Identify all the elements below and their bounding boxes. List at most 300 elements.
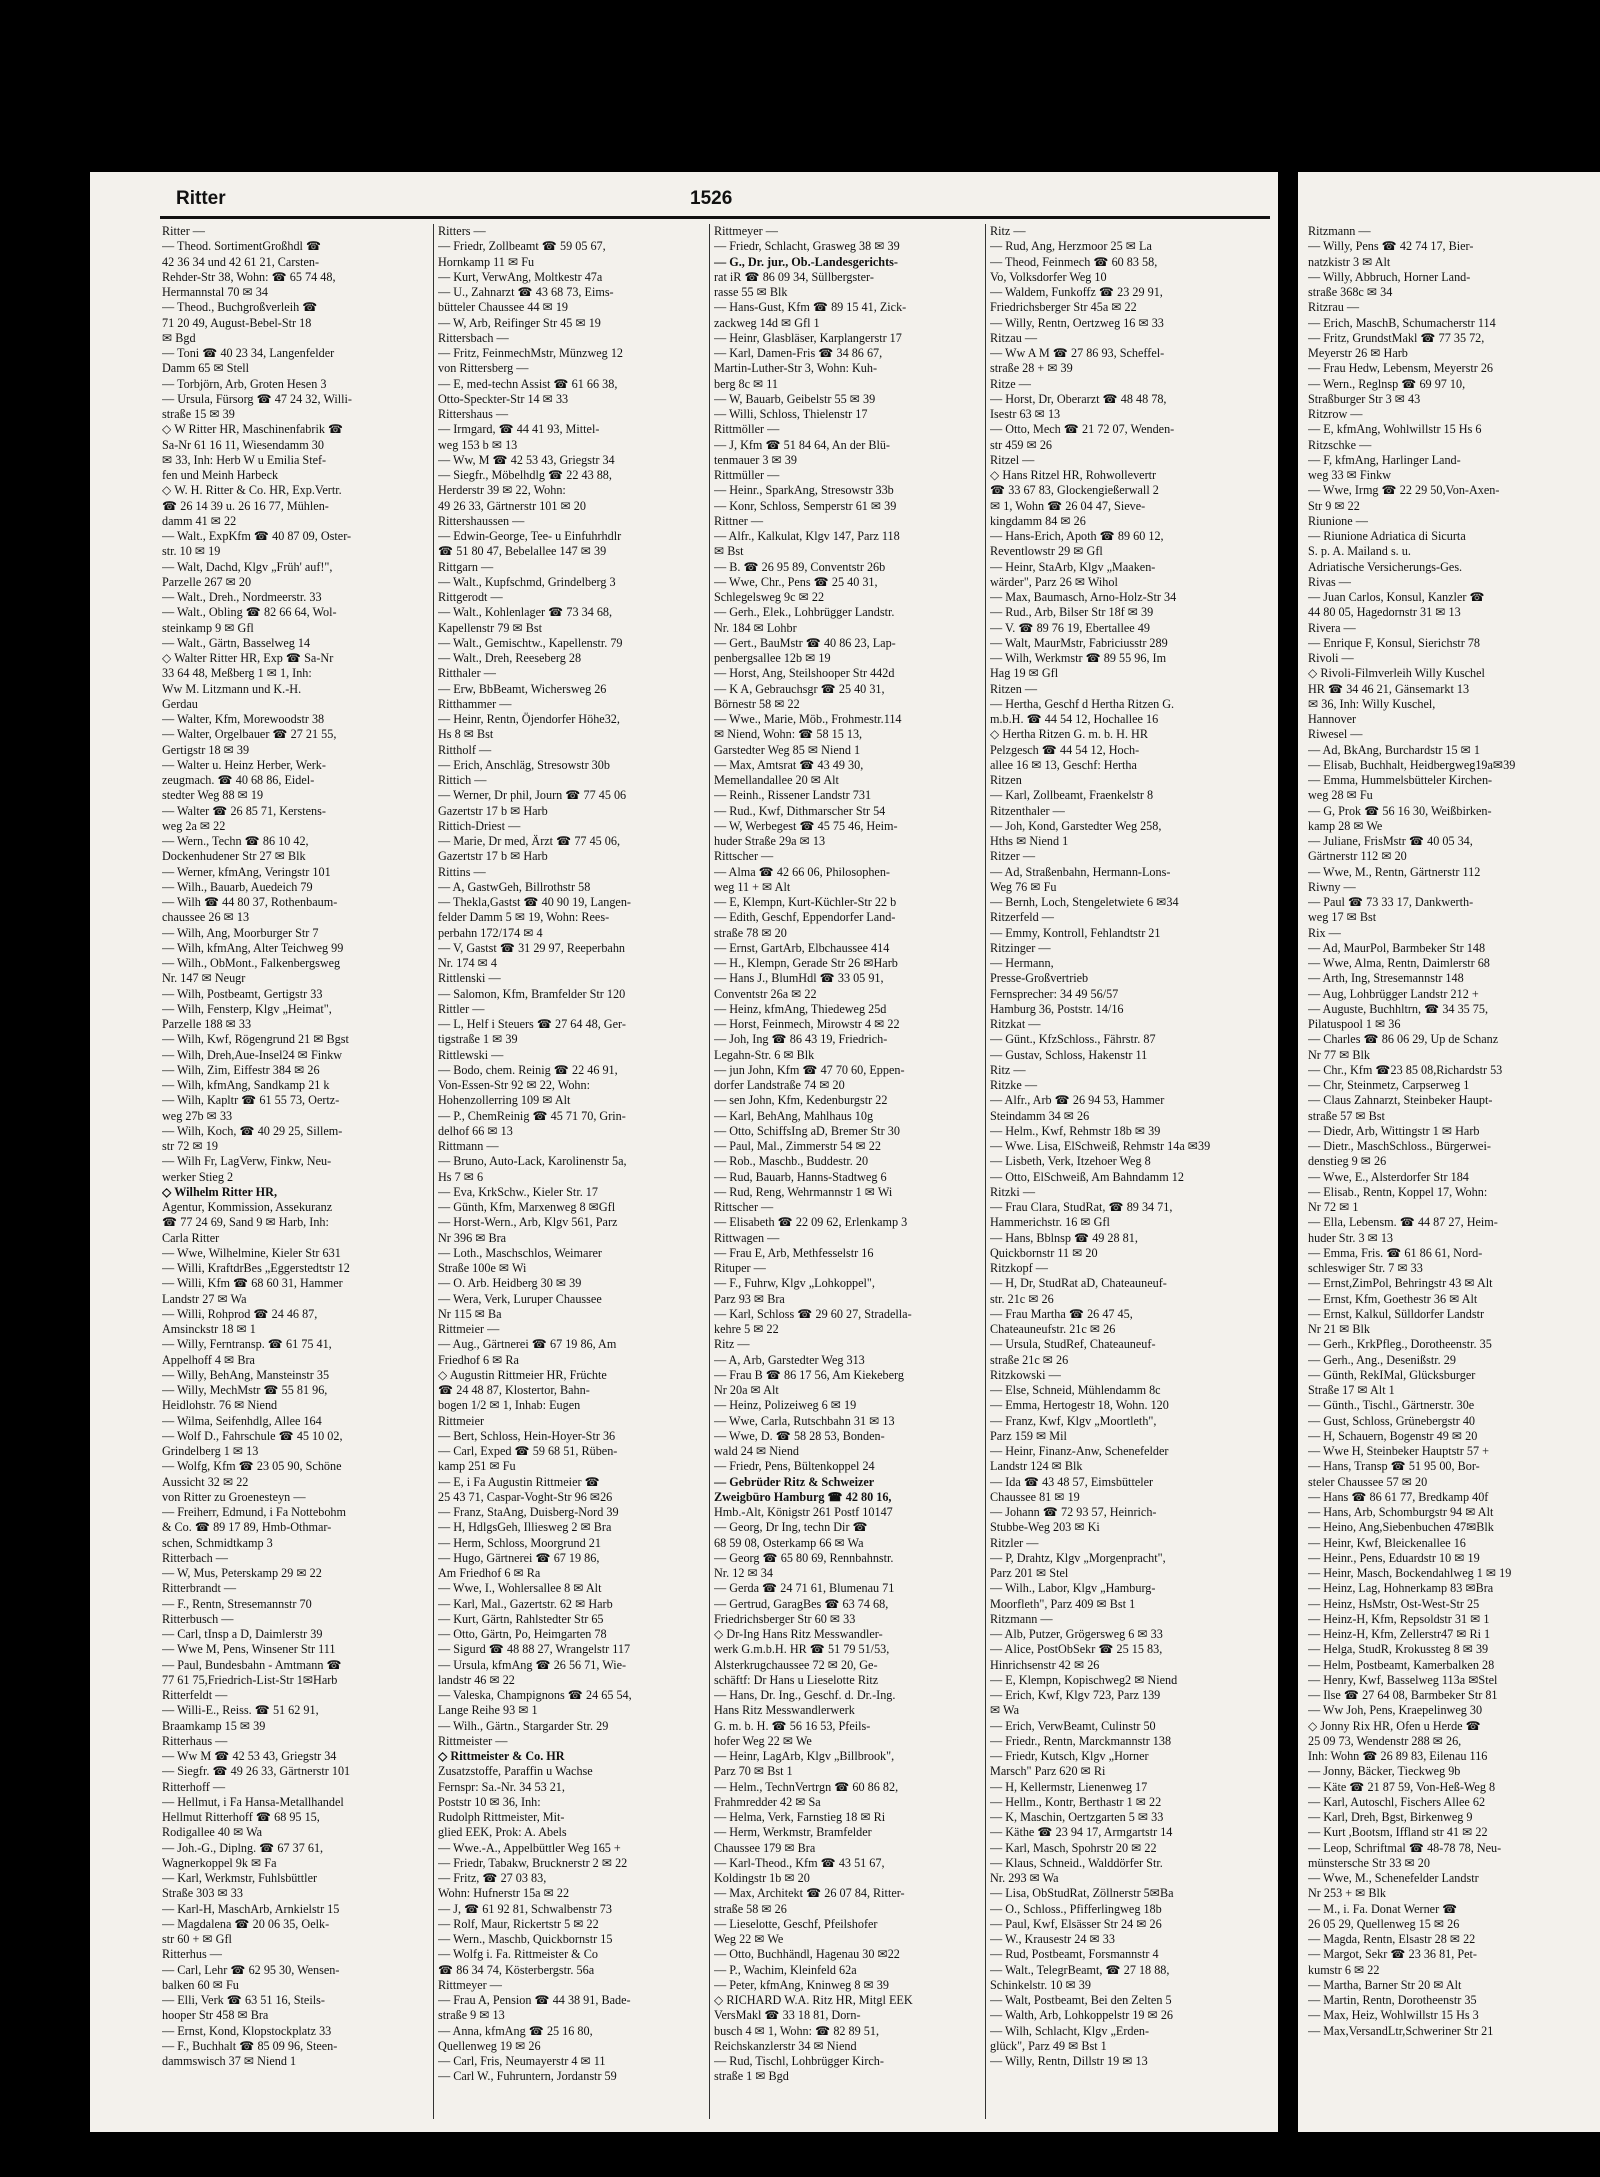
directory-entry-line: — Wern., Reglnsp ☎ 69 97 10, <box>1308 376 1466 391</box>
directory-entry-line: — Jonny, Bäcker, Tieckweg 9b <box>1308 1764 1461 1779</box>
directory-entry-line: — Fritz, ☎ 27 03 83, <box>438 1871 547 1885</box>
directory-entry-line: — Rud, Reng, Wehrmannstr 1 ✉ Wi <box>714 1184 893 1199</box>
directory-entry-line: — Gerh., Ang., Desenißstr. 29 <box>1308 1352 1456 1367</box>
directory-entry-line: — Franz, StaAng, Duisberg-Nord 39 <box>438 1505 619 1519</box>
directory-entry-line: Garstedter Weg 85 ✉ Niend 1 <box>714 742 861 757</box>
directory-entry-line: — Martin, Rentn, Dorotheenstr 35 <box>1308 1993 1477 2007</box>
directory-entry-line: ◇ Augustin Rittmeier HR, Früchte <box>438 1367 607 1382</box>
directory-entry-line: ◇ Hans Ritzel HR, Rohwollevertr <box>990 468 1157 482</box>
directory-entry-line: Rix — <box>1308 925 1341 940</box>
directory-entry-line: — Ursula, StudRef, Chateauneuf- <box>990 1337 1156 1352</box>
directory-entry-line: — Willy, Rentn, Dillstr 19 ✉ 13 <box>990 2054 1148 2068</box>
directory-entry-line: — Heinz-H, Kfm, Zellerstr47 ✉ Ri 1 <box>1308 1627 1491 1641</box>
directory-entry-line: Ritterhaus — <box>162 1733 228 1748</box>
directory-entry-line: Nr. 147 ✉ Neugr <box>162 971 246 986</box>
directory-entry-line: — Lieselotte, Geschf, Pfeilshofer <box>714 1916 878 1931</box>
directory-entry-line: Adriatische Versicherungs-Ges. <box>1308 559 1463 574</box>
directory-entry-line: schen, Schmidtkamp 3 <box>162 1535 273 1550</box>
next-page-column <box>1308 224 1588 2039</box>
directory-entry-line: Gärtnerstr 112 ✉ 20 <box>1308 849 1407 864</box>
directory-entry-line: ☎ 51 80 47, Bebelallee 147 ✉ 39 <box>438 544 607 559</box>
directory-entry-line: Damm 65 ✉ Stell <box>162 361 250 376</box>
directory-entry-line: — Wwe, Alma, Rentn, Daimlerstr 68 <box>1308 956 1490 970</box>
directory-entry-line: straße 15 ✉ 39 <box>162 407 235 421</box>
directory-entry-line: Appelhoff 4 ✉ Bra <box>162 1352 255 1367</box>
directory-entry-line: Legahn-Str. 6 ✉ Blk <box>714 1047 815 1062</box>
directory-entry-line: — Gertrud, GaragBes ☎ 63 74 68, <box>714 1596 889 1611</box>
directory-entry-line: — Günth., Tischl., Gärtnerstr. 30e <box>1308 1398 1475 1413</box>
directory-entry-line: — Aug., Gärtnerei ☎ 67 19 86, Am <box>438 1337 617 1352</box>
directory-entry-line: zackweg 14d ✉ Gfl 1 <box>714 315 820 330</box>
directory-entry-line: — Wwe. Lisa, ElSchweiß, Rehmstr 14a ✉39 <box>990 1139 1211 1153</box>
directory-entry-line: 33 64 48, Meßberg 1 ✉ 1, Inh: <box>162 666 312 681</box>
directory-entry-line: — Heinr, LagArb, Klgv „Billbrook", <box>714 1749 895 1763</box>
directory-entry-line: Chateauneufstr. 21c ✉ 26 <box>990 1322 1116 1336</box>
directory-entry-line: Nr 253 + ✉ Blk <box>1308 1886 1387 1901</box>
directory-entry-line: Am Friedhof 6 ✉ Ra <box>438 1566 541 1580</box>
directory-entry-line: Rittner — <box>714 513 764 528</box>
directory-entry-line: — Wern., Techn ☎ 86 10 42, <box>162 834 309 848</box>
directory-entry-line: — Horst, Feinmech, Mirowstr 4 ✉ 22 <box>714 1017 900 1031</box>
directory-entry-line: — Walt., Dreh., Nordmeerstr. 33 <box>162 590 322 604</box>
directory-entry-line: — Wern., Maschb, Quickbornstr 15 <box>438 1932 613 1946</box>
directory-entry-line: — Walt., Obling ☎ 82 66 64, Wol- <box>162 605 337 620</box>
directory-entry-line: — Aug, Lohbrügger Landstr 212 + <box>1308 986 1479 1001</box>
directory-entry-line: — Ernst, Kfm, Goethestr 36 ✉ Alt <box>1308 1291 1478 1306</box>
directory-entry-line: — H, Dr, StudRat aD, Chateauneuf- <box>990 1276 1167 1291</box>
directory-entry-line: — M., i. Fa. Donat Werner ☎ <box>1308 1901 1458 1916</box>
directory-entry-line: Ritzmann — <box>1308 224 1371 238</box>
directory-entry-line: ◇ Rittmeister & Co. HR <box>438 1749 565 1763</box>
directory-entry-line: ◇ Jonny Rix HR, Ofen u Herde ☎ <box>1308 1718 1481 1733</box>
directory-entry-line: Weg 76 ✉ Fu <box>990 879 1057 894</box>
directory-entry-line: — Ww M ☎ 42 53 43, Griegstr 34 <box>162 1749 337 1763</box>
directory-entry-line: Ritze — <box>990 376 1031 391</box>
directory-entry-line: schäftf: Dr Hans u Lieselotte Ritz <box>714 1672 879 1687</box>
directory-entry-line: — Bert, Schloss, Hein-Hoyer-Str 36 <box>438 1428 616 1443</box>
directory-entry-line: Carla Ritter <box>162 1230 220 1245</box>
directory-entry-line: — Werner, kfmAng, Veringstr 101 <box>162 864 331 879</box>
directory-entry-line: Rittmöller — <box>714 422 780 437</box>
directory-entry-line: — Karl, Masch, Spohrstr 20 ✉ 22 <box>990 1840 1157 1855</box>
directory-entry-line: Dockenhudener Str 27 ✉ Blk <box>162 849 306 864</box>
directory-entry-line: — Henry, Kwf, Basselweg 113a ✉Stel <box>1308 1672 1498 1687</box>
directory-entry-line: — Herm, Werkmstr, Bramfelder <box>714 1825 872 1840</box>
directory-entry-line: hofer Weg 22 ✉ We <box>714 1733 812 1748</box>
directory-entry-line: — Gebrüder Ritz & Schweizer <box>714 1474 875 1489</box>
directory-entry-line: — H, Schauern, Bogenstr 49 ✉ 20 <box>1308 1428 1478 1443</box>
directory-entry-line: — Heinz, Polizeiweg 6 ✉ 19 <box>714 1398 857 1413</box>
directory-entry-line: Inh: Wohn ☎ 26 89 83, Eilenau 116 <box>1308 1749 1488 1763</box>
directory-entry-line: Rivoli — <box>1308 651 1354 665</box>
directory-entry-line: Hag 19 ✉ Gfl <box>990 666 1059 681</box>
directory-entry-line: straße 9 ✉ 13 <box>438 2008 505 2023</box>
directory-entry-line: — Friedr, Pens, Bültenkoppel 24 <box>714 1459 875 1474</box>
directory-entry-line: — Heinz, HsMstr, Ost-West-Str 25 <box>1308 1596 1480 1611</box>
directory-entry-line: — Edwin-George, Tee- u Einfuhrhdlr <box>438 529 622 543</box>
directory-entry-line: — Ad, BkAng, Burchardstr 15 ✉ 1 <box>1308 742 1481 757</box>
directory-entry-line: Parz 93 ✉ Bra <box>714 1291 785 1306</box>
directory-entry-line: — Heino, Ang,Siebenbuchen 47✉Blk <box>1308 1520 1494 1535</box>
directory-entry-line: — Johann ☎ 72 93 57, Heinrich- <box>990 1505 1157 1519</box>
directory-entry-line: — Walt., Gärtn, Basselweg 14 <box>162 635 311 650</box>
directory-entry-line: — Ursula, Fürsorg ☎ 47 24 32, Willi- <box>162 391 352 406</box>
directory-entry-line: — Erich, Anschläg, Stresowstr 30b <box>438 757 610 772</box>
directory-entry-line: — Rud, Bauarb, Hanns-Stadtweg 6 <box>714 1169 887 1184</box>
directory-entry-line: Rittersbach — <box>438 330 509 345</box>
directory-entry-line: Ritzerfeld — <box>990 910 1054 925</box>
directory-entry-line: str 459 ✉ 26 <box>990 437 1053 452</box>
directory-entry-line: — Heinr, StaArb, Klgv „Maaken- <box>990 559 1156 574</box>
directory-entry-line: ◇ Wilhelm Ritter HR, <box>162 1184 277 1199</box>
directory-entry-line: zeugmach. ☎ 40 68 86, Eidel- <box>162 773 315 787</box>
running-head: Ritter <box>176 188 226 209</box>
directory-entry-line: perbahn 172/174 ✉ 4 <box>438 925 543 940</box>
directory-entry-line: — F., Buchhalt ☎ 85 09 96, Steen- <box>162 2038 338 2053</box>
directory-entry-line: — K A, Gebrauchsgr ☎ 25 40 31, <box>714 681 885 696</box>
directory-entry-line: — Fritz, GrundstMakl ☎ 77 35 72, <box>1308 330 1485 345</box>
directory-entry-line: Fernspr: Sa.-Nr. 34 53 21, <box>438 1779 565 1794</box>
directory-entry-line: — Kurt ,Bootsm, Iffland str 41 ✉ 22 <box>1308 1825 1488 1840</box>
directory-entry-line: — Frau Martha ☎ 26 47 45, <box>990 1306 1133 1321</box>
directory-entry-line: — B. ☎ 26 95 89, Conventstr 26b <box>714 559 886 574</box>
directory-entry-line: — Frau Hedw, Lebensm, Meyerstr 26 <box>1308 361 1494 376</box>
directory-entry-line: — Ida ☎ 43 48 57, Eimsbütteler <box>990 1474 1154 1489</box>
directory-entry-line: kamp 251 ✉ Fu <box>438 1459 516 1474</box>
directory-entry-line: — Gerh., Elek., Lohbrügger Landstr. <box>714 605 895 620</box>
directory-entry-line: huder Str. 3 ✉ 13 <box>1308 1230 1394 1245</box>
directory-entry-line: — Max, Architekt ☎ 26 07 84, Ritter- <box>714 1886 905 1901</box>
directory-entry-line: Von-Essen-Str 92 ✉ 22, Wohn: <box>438 1078 590 1092</box>
directory-entry-line: — Sigurd ☎ 48 88 27, Wrangelstr 117 <box>438 1642 631 1657</box>
directory-entry-line: — Else, Schneid, Mühlendamm 8c <box>990 1383 1161 1397</box>
directory-entry-line: — K, Maschin, Oertzgarten 5 ✉ 33 <box>990 1810 1164 1824</box>
directory-entry-line: Riunione — <box>1308 513 1368 528</box>
directory-entry-line: S. p. A. Mailand s. u. <box>1308 544 1411 559</box>
directory-entry-line: — Peter, kfmAng, Kninweg 8 ✉ 39 <box>714 1977 889 1992</box>
directory-entry-line: Rittwagen — <box>714 1230 780 1245</box>
directory-entry-line: denstieg 9 ✉ 26 <box>1308 1154 1387 1169</box>
directory-entry-line: — Käte ☎ 21 87 59, Von-Heß-Weg 8 <box>1308 1779 1496 1794</box>
directory-entry-line: — Wilh., ObMont., Falkenbergsweg <box>162 956 341 970</box>
directory-entry-line: — Willi, Kfm ☎ 68 60 31, Hammer <box>162 1276 343 1291</box>
directory-entry-line: landstr 46 ✉ 22 <box>438 1672 515 1687</box>
directory-entry-line: — E, kfmAng, Wohlwillstr 15 Hs 6 <box>1308 422 1482 437</box>
directory-entry-line: Rittershaus — <box>438 407 509 421</box>
directory-entry-line: ☎ 86 34 74, Kösterbergstr. 56a <box>438 1962 595 1977</box>
directory-entry-line: — Konr, Schloss, Semperstr 61 ✉ 39 <box>714 498 897 513</box>
directory-entry-line: — Hans, Arb, Schomburgstr 94 ✉ Alt <box>1308 1505 1494 1519</box>
directory-entry-line: — Karl, Mal., Gazertstr. 62 ✉ Harb <box>438 1596 613 1611</box>
directory-entry-line: Rivera — <box>1308 620 1356 635</box>
directory-entry-line: — Walt., Dreh, Reeseberg 28 <box>438 651 582 665</box>
directory-entry-line: — Auguste, Buchhltrn, ☎ 34 35 75, <box>1308 1001 1489 1016</box>
directory-entry-line: — Ernst, Kond, Klopstockplatz 33 <box>162 2023 332 2038</box>
directory-entry-line: — Alma ☎ 42 66 06, Philosophen- <box>714 864 890 879</box>
directory-entry-line: stedter Weg 88 ✉ 19 <box>162 788 264 803</box>
directory-entry-line: — Walter u. Heinz Herber, Werk- <box>162 757 326 772</box>
directory-entry-line: — Wilh, kfmAng, Alter Teichweg 99 <box>162 940 344 955</box>
directory-entry-line: — Ernst,ZimPol, Behringstr 43 ✉ Alt <box>1308 1276 1493 1291</box>
directory-entry-line: — Wwe.-A., Appelbüttler Weg 165 + <box>438 1840 621 1855</box>
directory-entry-line: Lange Reihe 93 ✉ 1 <box>438 1703 538 1718</box>
directory-entry-line: Rivas — <box>1308 574 1351 589</box>
directory-entry-line: straße 368c ✉ 34 <box>1308 285 1393 299</box>
directory-entry-line: straße 58 ✉ 26 <box>714 1901 787 1916</box>
directory-entry-line: Reichskanzlerstr 34 ✉ Niend <box>714 2038 857 2053</box>
directory-entry-line: — Otto, Mech ☎ 21 72 07, Wenden- <box>990 422 1175 437</box>
directory-entry-line: Hs 8 ✉ Bst <box>438 727 494 742</box>
directory-entry-line: — Max,VersandLtr,Schweriner Str 21 <box>1308 2023 1494 2038</box>
directory-entry-line: glied EEK, Prok: A. Abels <box>438 1825 567 1840</box>
directory-entry-line: — Wilh, Ang, Moorburger Str 7 <box>162 925 319 940</box>
directory-entry-line: — Ad, Straßenbahn, Hermann-Lons- <box>990 864 1171 879</box>
directory-entry-line: steinkamp 9 ✉ Gfl <box>162 620 254 635</box>
directory-entry-line: wärder", Parz 26 ✉ Wihol <box>990 574 1118 589</box>
directory-entry-line: — sen John, Kfm, Kedenburgstr 22 <box>714 1093 888 1108</box>
directory-entry-line: G. m. b. H. ☎ 56 16 53, Pfeils- <box>714 1718 871 1733</box>
directory-entry-line: Pilatuspool 1 ✉ 36 <box>1308 1017 1401 1031</box>
directory-entry-line: Parzelle 188 ✉ 33 <box>162 1017 252 1031</box>
directory-entry-line: — Willy, MechMstr ☎ 55 81 96, <box>162 1383 328 1397</box>
directory-entry-line: — E, Klempn, Kurt-Küchler-Str 22 b <box>714 895 897 909</box>
directory-entry-line: Börnestr 58 ✉ 22 <box>714 696 800 711</box>
directory-entry-line: — Claus Zahnarzt, Steinbeker Haupt- <box>1308 1093 1493 1108</box>
directory-entry-line: ☎ 33 67 83, Glockengießerwall 2 <box>990 483 1159 498</box>
directory-entry-line: — Hellm., Kontr, Berthastr 1 ✉ 22 <box>990 1794 1162 1809</box>
directory-entry-line: Hamburg 36, Poststr. 14/16 <box>990 1001 1124 1016</box>
directory-entry-line: — Ilse ☎ 27 64 08, Barmbeker Str 81 <box>1308 1688 1498 1702</box>
directory-entry-line: bogen 1/2 ✉ 1, Inhab: Eugen <box>438 1398 581 1413</box>
directory-entry-line: — Torbjörn, Arb, Groten Hesen 3 <box>162 376 327 391</box>
directory-entry-line: Ritthaler — <box>438 666 496 681</box>
directory-entry-line: — Karl-Theod., Kfm ☎ 43 51 67, <box>714 1855 885 1870</box>
directory-entry-line: Nr 115 ✉ Ba <box>438 1306 502 1321</box>
directory-entry-line: 44 80 05, Hagedornstr 31 ✉ 13 <box>1308 605 1461 620</box>
directory-entry-line: Memellandallee 20 ✉ Alt <box>714 773 839 787</box>
directory-entry-line: — F., Fuhrw, Klgv „Lohkoppel", <box>714 1276 875 1291</box>
directory-entry-line: — W., Krausestr 24 ✉ 33 <box>990 1932 1115 1946</box>
directory-entry-line: Schinkelstr. 10 ✉ 39 <box>990 1977 1091 1992</box>
directory-entry-line: penbergsallee 12b ✉ 19 <box>714 651 831 665</box>
directory-entry-line: — Hans-Erich, Apoth ☎ 89 60 12, <box>990 529 1164 543</box>
directory-entry-line: — W, Mus, Peterskamp 29 ✉ 22 <box>162 1566 322 1580</box>
directory-entry-line: weg 2a ✉ 22 <box>162 818 226 833</box>
directory-entry-line: fen und Meinh Harbeck <box>162 468 279 482</box>
directory-entry-line: ◇ Walter Ritter HR, Exp ☎ Sa-Nr <box>162 651 334 665</box>
directory-entry-line: Otto-Speckter-Str 14 ✉ 33 <box>438 391 569 406</box>
directory-entry-line: — Ella, Lebensm. ☎ 44 87 27, Heim- <box>1308 1215 1498 1230</box>
directory-entry-line: — Karl, Werkmstr, Fuhlsbüttler <box>162 1871 318 1885</box>
directory-entry-line: — Ernst, GartArb, Elbchaussee 414 <box>714 940 890 955</box>
directory-entry-line: Parzelle 267 ✉ 20 <box>162 574 252 589</box>
directory-entry-line: Rittlewski — <box>438 1047 504 1062</box>
directory-entry-line: — Willi, KraftdrBes „Eggerstedtstr 12 <box>162 1261 350 1275</box>
directory-entry-line: tenmauer 3 ✉ 39 <box>714 452 797 467</box>
directory-entry-line: Rittmeier — <box>438 1322 500 1336</box>
directory-entry-line: Ritzel — <box>990 452 1035 467</box>
directory-entry-line: — Frau E, Arb, Methfesselstr 16 <box>714 1245 874 1260</box>
directory-entry-line: 49 26 33, Gärtnerstr 101 ✉ 20 <box>438 498 586 513</box>
directory-entry-line: — Wilh, Dreh,Aue-Insel24 ✉ Finkw <box>162 1047 343 1062</box>
directory-entry-line: — Karl-H, MaschArb, Arnkielstr 15 <box>162 1901 340 1916</box>
directory-entry-line: — Max, Heiz, Wohlwillstr 15 Hs 3 <box>1308 2008 1479 2023</box>
directory-entry-line: Rittins — <box>438 864 486 879</box>
directory-entry-line: — Gerda ☎ 24 71 61, Blumenau 71 <box>714 1581 895 1596</box>
directory-entry-line: — Arth, Ing, Stresemannstr 148 <box>1308 971 1464 986</box>
directory-entry-line: — J, Kfm ☎ 51 84 64, An der Blü- <box>714 437 890 452</box>
directory-entry-line: Straße 100e ✉ Wi <box>438 1261 527 1275</box>
directory-entry-line: — Karl, Damen-Fris ☎ 34 86 67, <box>714 346 883 360</box>
directory-entry-line: — Ernst, Kalkul, Sülldorfer Landstr <box>1308 1306 1485 1321</box>
directory-entry-line: — V, Gastst ☎ 31 29 97, Reeperbahn <box>438 940 626 955</box>
directory-entry-line: Zweigbüro Hamburg ☎ 42 80 16, <box>714 1489 892 1504</box>
directory-entry-line: — Wwe, Carla, Rutschbahn 31 ✉ 13 <box>714 1413 895 1428</box>
directory-entry-line: — Walt., Kohlenlager ☎ 73 34 68, <box>438 605 613 620</box>
directory-entry-line: HR ☎ 34 46 21, Gänsemarkt 13 <box>1308 681 1470 696</box>
directory-entry-line: Ritzke — <box>990 1078 1038 1092</box>
directory-entry-line: Presse-Großvertrieb <box>990 971 1089 986</box>
directory-entry-line: ◇ W Ritter HR, Maschinenfabrik ☎ <box>162 422 344 437</box>
directory-entry-line: — Willi, Rohprod ☎ 24 46 87, <box>162 1306 318 1321</box>
directory-entry-line: — Wolfg i. Fa. Rittmeister & Co <box>438 1947 598 1962</box>
directory-entry-line: Reventlowstr 29 ✉ Gfl <box>990 544 1103 559</box>
directory-entry-line: Ritterbach — <box>162 1550 228 1565</box>
directory-entry-line: — Charles ☎ 86 06 29, Up de Schanz <box>1308 1032 1499 1047</box>
directory-entry-line: — Dietr., MaschSchloss., Bürgerwei- <box>1308 1139 1491 1153</box>
directory-entry-line: weg 27b ✉ 33 <box>162 1108 233 1123</box>
directory-entry-line: — H, HdlgsGeh, Illiesweg 2 ✉ Bra <box>438 1520 612 1535</box>
directory-entry-line: Parz 159 ✉ Mil <box>990 1428 1067 1443</box>
directory-entry-line: — Bodo, chem. Reinig ☎ 22 46 91, <box>438 1062 618 1077</box>
directory-entry-line: — Hugo, Gärtnerei ☎ 67 19 86, <box>438 1550 600 1565</box>
directory-entry-line: schleswiger Str. 7 ✉ 33 <box>1308 1261 1423 1275</box>
directory-entry-line: m.b.H. ☎ 44 54 12, Hochallee 16 <box>990 712 1159 726</box>
directory-entry-line: — Elisabeth ☎ 22 09 62, Erlenkamp 3 <box>714 1215 908 1230</box>
directory-entry-line: — O. Arb. Heidberg 30 ✉ 39 <box>438 1276 582 1291</box>
directory-entry-line: ◇ Dr-Ing Hans Ritz Messwandler- <box>714 1627 883 1641</box>
directory-entry-line: Ritz — <box>714 1337 750 1352</box>
directory-entry-line: kumstr 6 ✉ 22 <box>1308 1962 1380 1977</box>
directory-entry-line: — Wilh, Kwf, Rögengrund 21 ✉ Bgst <box>162 1032 349 1047</box>
directory-entry-line: natzkistr 3 ✉ Alt <box>1308 254 1391 269</box>
directory-entry-line: werker Stieg 2 <box>162 1169 234 1184</box>
directory-entry-line: — Walt, Dachd, Klgv „Früh' auf!", <box>162 559 333 574</box>
directory-entry-line: Ritterfeldt — <box>162 1688 228 1702</box>
directory-entry-line: — Martha, Barner Str 20 ✉ Alt <box>1308 1977 1462 1992</box>
directory-entry-line: — Helga, StudR, Krokussteg 8 ✉ 39 <box>1308 1642 1489 1657</box>
directory-entry-line: Rittscher — <box>714 849 774 864</box>
directory-entry-line: — Lisbeth, Verk, Itzehoer Weg 8 <box>990 1154 1151 1169</box>
directory-entry-line: — Hans, Bblnsp ☎ 49 28 81, <box>990 1230 1138 1245</box>
directory-entry-line: Hohenzollerring 109 ✉ Alt <box>438 1093 571 1108</box>
directory-entry-line: — Siegfr. ☎ 49 26 33, Gärtnerstr 101 <box>162 1764 351 1779</box>
directory-entry-line: felder Damm 5 ✉ 19, Wohn: Rees- <box>438 910 610 925</box>
directory-entry-line: rat iR ☎ 86 09 34, Süllbergster- <box>714 269 874 284</box>
directory-entry-line: — Ww A M ☎ 27 86 93, Scheffel- <box>990 346 1165 360</box>
directory-entry-line: — Gustav, Schloss, Hakenstr 11 <box>990 1047 1148 1062</box>
directory-entry-line: Ritzer — <box>990 849 1036 864</box>
directory-entry-line: — Max, Amtsrat ☎ 43 49 30, <box>714 757 864 772</box>
directory-entry-line: — Carl W., Fuhruntern, Jordanstr 59 <box>438 2069 617 2084</box>
directory-entry-line: — Rud., Kwf, Dithmarscher Str 54 <box>714 803 886 818</box>
directory-entry-line: Poststr 10 ✉ 36, Inh: <box>438 1794 541 1809</box>
directory-entry-line: weg 153 b ✉ 13 <box>438 437 518 452</box>
directory-entry-line: — Erich, VerwBeamt, Culinstr 50 <box>990 1718 1156 1733</box>
directory-entry-line: Rittmeyer — <box>714 224 778 238</box>
directory-entry-line: — Alb, Putzer, Grögersweg 6 ✉ 33 <box>990 1627 1163 1641</box>
directory-entry-line: — Wilh, kfmAng, Sandkamp 21 k <box>162 1078 330 1092</box>
directory-entry-line: straße 57 ✉ Bst <box>1308 1108 1385 1123</box>
directory-entry-line: Ritz — <box>990 1062 1026 1077</box>
directory-entry-line: — Hans-Gust, Kfm ☎ 89 15 41, Zick- <box>714 300 907 315</box>
directory-entry-line: — Fritz, FeinmechMstr, Münzweg 12 <box>438 346 624 360</box>
directory-entry-line: VersMakl ☎ 33 18 81, Dorn- <box>714 2008 861 2023</box>
directory-entry-line: — Horst, Ang, Steilshooper Str 442d <box>714 666 895 681</box>
directory-entry-line: — Wilh, Werkmstr ☎ 89 55 96, Im <box>990 651 1167 665</box>
directory-entry-line: Gazertstr 17 b ✉ Harb <box>438 849 548 864</box>
directory-entry-line: Chaussee 81 ✉ 19 <box>990 1489 1080 1504</box>
directory-entry-line: Rittgerodt — <box>438 590 503 604</box>
directory-entry-line: — Hermann, <box>990 956 1054 970</box>
directory-entry-line: — E, med-techn Assist ☎ 61 66 38, <box>438 376 618 391</box>
directory-entry-line: — Friedr, Schlacht, Grasweg 38 ✉ 39 <box>714 239 900 254</box>
directory-entry-line: Ritthammer — <box>438 696 512 711</box>
directory-entry-line: werk G.m.b.H. HR ☎ 51 79 51/53, <box>714 1642 890 1657</box>
directory-entry-line: 25 09 73, Wendenstr 288 ✉ 26, <box>1308 1733 1462 1748</box>
directory-entry-line: Alsterkrugchaussee 72 ✉ 20, Ge- <box>714 1657 878 1672</box>
directory-entry-line: — Salomon, Kfm, Bramfelder Str 120 <box>438 986 626 1001</box>
directory-entry-line: — Werner, Dr phil, Journ ☎ 77 45 06 <box>438 788 627 803</box>
directory-entry-line: — A, Arb, Garstedter Weg 313 <box>714 1352 865 1367</box>
directory-entry-line: — W, Arb, Reifinger Str 45 ✉ 19 <box>438 315 601 330</box>
directory-entry-line: — Günt., KfzSchloss., Fährstr. 87 <box>990 1032 1156 1047</box>
directory-entry-line: — Erich, Kwf, Klgv 723, Parz 139 <box>990 1688 1161 1702</box>
directory-entry-line: — Theod, Feinmech ☎ 60 83 58, <box>990 254 1158 269</box>
directory-entry-line: — Theod. SortimentGroßhdl ☎ <box>162 239 322 254</box>
directory-entry-line: — Wilh ☎ 44 80 37, Rothenbaum- <box>162 895 338 909</box>
directory-entry-line: — Ww Joh, Pens, Kraepelinweg 30 <box>1308 1703 1483 1718</box>
directory-entry-line: — H, Kellermstr, Lienenweg 17 <box>990 1779 1148 1794</box>
directory-entry-line: ✉ 33, Inh: Herb W u Emilia Stef- <box>162 452 327 467</box>
directory-entry-line: — Juliane, FrisMstr ☎ 40 05 34, <box>1308 834 1473 848</box>
directory-entry-line: Grindelberg 1 ✉ 13 <box>162 1444 259 1458</box>
directory-entry-line: — Wwe, I., Wohlersallee 8 ✉ Alt <box>438 1581 602 1596</box>
column-divider <box>433 224 434 2119</box>
directory-entry-line: Straßburger Str 3 ✉ 43 <box>1308 391 1421 406</box>
directory-entry-line: — Wwe, M., Schenefelder Landstr <box>1308 1871 1479 1885</box>
directory-entry-line: — Friedr., Rentn, Marckmannstr 138 <box>990 1733 1172 1748</box>
directory-entry-line: — Leop, Schriftmal ☎ 48-78 78, Neu- <box>1308 1840 1502 1855</box>
directory-entry-line: Rituper — <box>714 1261 766 1275</box>
directory-entry-line: — Magda, Rentn, Elsastr 28 ✉ 22 <box>1308 1932 1476 1946</box>
directory-entry-line: Ritter — <box>162 224 205 238</box>
directory-entry-line: — Karl, Zollbeamt, Fraenkelstr 8 <box>990 788 1154 803</box>
directory-entry-line: ✉ Niend, Wohn: ☎ 58 15 13, <box>714 727 863 742</box>
directory-entry-line: — Hellmut, i Fa Hansa-Metallhandel <box>162 1794 344 1809</box>
directory-entry-line: — Toni ☎ 40 23 34, Langenfelder <box>162 346 335 360</box>
directory-entry-line: Martin-Luther-Str 3, Wohn: Kuh- <box>714 361 878 376</box>
directory-entry-line: — Juan Carlos, Konsul, Kanzler ☎ <box>1308 590 1485 604</box>
directory-entry-line: kamp 28 ✉ We <box>1308 818 1383 833</box>
directory-entry-line: — Valeska, Champignons ☎ 24 65 54, <box>438 1688 632 1702</box>
directory-entry-line: ✉ 36, Inh: Willy Kuschel, <box>1308 696 1436 711</box>
directory-entry-line: — Hans J., BlumHdl ☎ 33 05 91, <box>714 971 884 986</box>
directory-entry-line: — Friedr, Kutsch, Klgv „Horner <box>990 1749 1149 1763</box>
directory-entry-line: ◇ W. H. Ritter & Co. HR, Exp.Vertr. <box>162 483 342 498</box>
directory-entry-line: — Georg, Dr Ing, techn Dir ☎ <box>714 1520 868 1535</box>
directory-entry-line: dorfer Landstraße 74 ✉ 20 <box>714 1078 845 1092</box>
